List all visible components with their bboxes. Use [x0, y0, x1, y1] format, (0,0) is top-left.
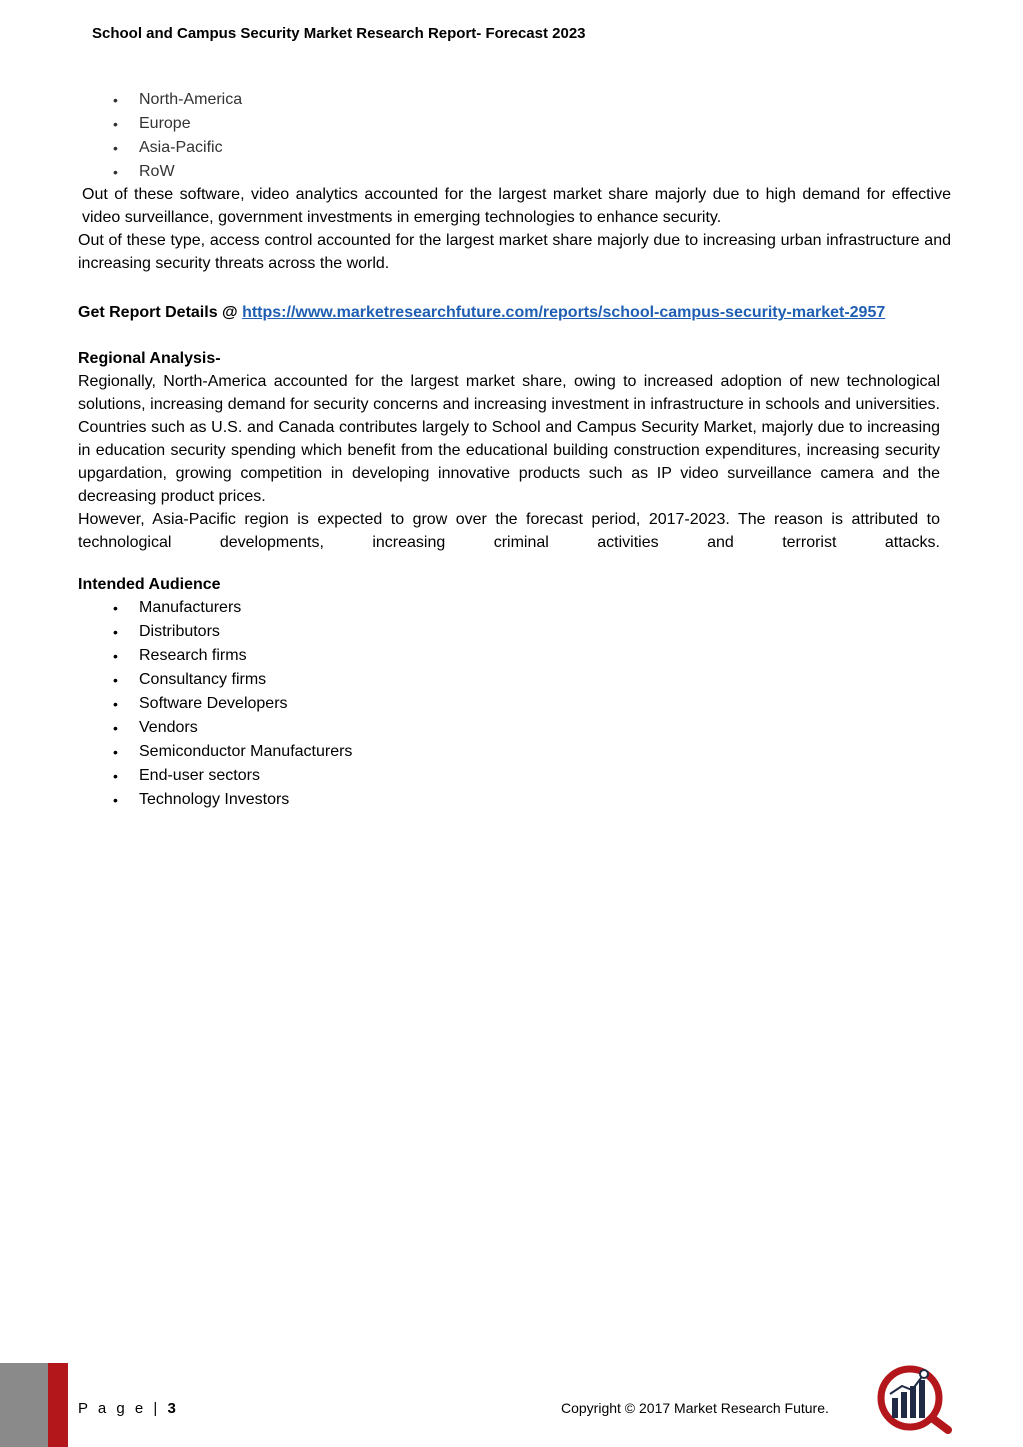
region-list-section	[78, 88, 951, 184]
report-link-label: Get Report Details @	[78, 304, 243, 321]
intended-audience-heading: Intended Audience	[78, 576, 221, 593]
list-item: • Technology Investors	[78, 788, 951, 812]
list-item: • Consultancy firms	[78, 668, 951, 692]
copyright-text: Copyright © 2017 Market Research Future.	[561, 1400, 829, 1416]
list-item: • End-user sectors	[78, 764, 951, 788]
list-item: • Software Developers	[78, 692, 951, 716]
intended-audience-section	[78, 573, 951, 812]
document-header-title: School and Campus Security Market Research Report- Forecast 2023	[92, 25, 586, 42]
list-item: • Asia-Pacific	[78, 136, 951, 160]
audience-list	[78, 596, 951, 812]
regional-analysis-heading: Regional Analysis-	[78, 350, 221, 367]
region-list	[78, 88, 951, 184]
footer-gray-bar	[0, 1363, 48, 1447]
list-item: • Manufacturers	[78, 596, 951, 620]
list-item: • Europe	[78, 112, 951, 136]
software-paragraph: Out of these software, video analytics accounted for the largest market share majorly due to high demand for effective video surveillance, government investments in emerging technologies to enhance security.	[82, 186, 951, 226]
list-item: • Distributors	[78, 620, 951, 644]
list-item: • Semiconductor Manufacturers	[78, 740, 951, 764]
footer-red-bar	[48, 1363, 68, 1447]
page-number: 3	[167, 1400, 176, 1417]
page-label: P a g e |	[78, 1400, 168, 1417]
list-item: • North-America	[78, 88, 951, 112]
type-paragraph: Out of these type, access control accounted for the largest market share majorly due to increasing urban infrastructure and increasing security threats across the world.	[78, 232, 951, 272]
list-item: • RoW	[78, 160, 951, 184]
page-number-line	[78, 1400, 176, 1417]
regional-analysis-paragraph-1: Regionally, North-America accounted for the largest market share, owing to increased adoption of new technological solutions, increasing demand for security concerns and increasing investment in infrastructure in schools and universities. Countries such as U.S. and Canada contributes largely to School and Campus Security Market, majorly due to increasing in education security spending which benefit from the educational building construction expenditures, increasing security upgardation, growing competition in developing innovative products such as IP video surveillance camera and the decreasing product prices.	[78, 373, 940, 505]
market-research-future-logo-icon	[876, 1364, 954, 1434]
list-item: • Research firms	[78, 644, 951, 668]
report-link-line	[78, 301, 978, 324]
regional-analysis-section	[78, 347, 940, 554]
report-link[interactable]: https://www.marketresearchfuture.com/reports/school-campus-security-market-2957	[242, 304, 886, 321]
list-item: • Vendors	[78, 716, 951, 740]
regional-analysis-paragraph-2: However, Asia-Pacific region is expected to grow over the forecast period, 2017-2023. The reason is attributed to technological developments, increasing criminal activities and terrorist attacks.	[78, 511, 940, 551]
